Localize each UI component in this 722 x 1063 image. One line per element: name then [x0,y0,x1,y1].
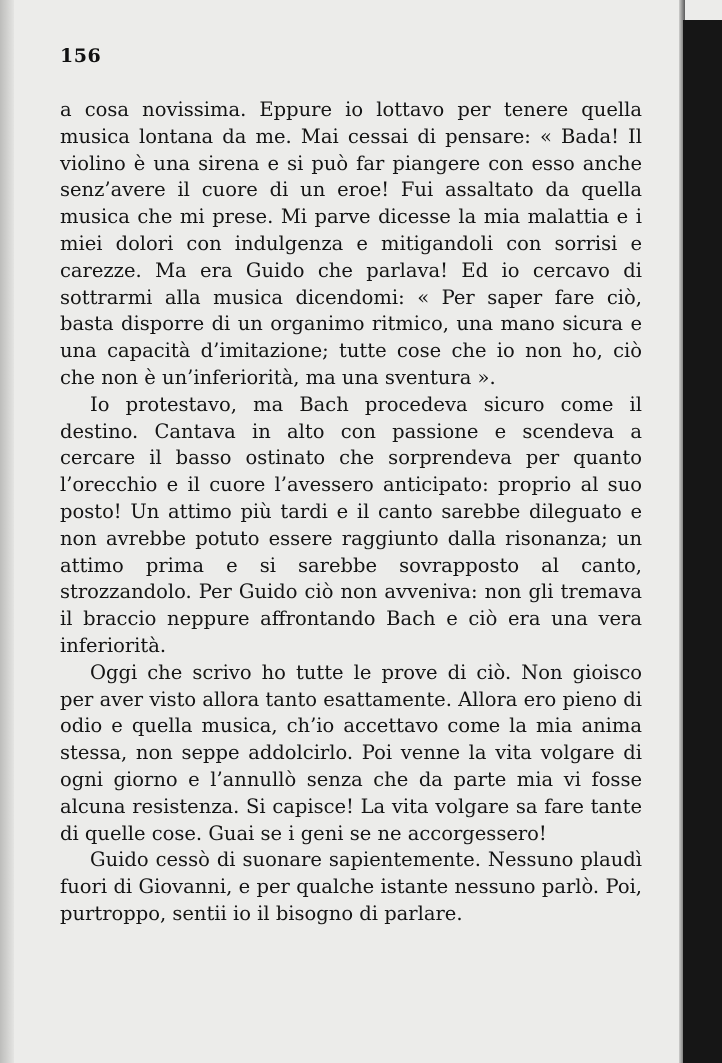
paragraph-4: Guido cessò di suonare sapientemente. Nessuno plaudì fuori di Giovanni, e per qualche istante nessuno parlò. Poi, purtroppo, sentii io il bisogno di parlare. [60,848,642,925]
scan-border [683,20,722,1063]
paragraph-2: Io protestavo, ma Bach procedeva sicuro come il destino. Cantava in alto con passione e scendeva a cercare il basso ostinato che sorprendeva per quanto l’orecchio e il cuore l’avessero anticipato: proprio al suo posto! Un attimo più tardi e il canto sarebbe dileguato e non avrebbe potuto essere raggiunto dalla risonanza; un attimo prima e si sarebbe sovrapposto al canto, strozzandolo. Per Guido ciò non avveniva: non gli tremava il braccio neppure affrontando Bach e ciò era una vera inferiorità. [60,392,642,657]
paragraph-3: Oggi che scrivo ho tutte le prove di ciò. Non gioisco per aver visto allora tanto esattamente. Allora ero pieno di odio e quella musica, ch’io accettavo come la mia anima stessa, non seppe addolcirlo. Poi venne la vita volgare di ogni giorno e l’annullò senza che da parte mia vi fosse alcuna resistenza. Si capisce! La vita volgare sa fare tante di quelle cose. Guai se i geni se ne accorgessero! [60,660,642,845]
body-text [60,97,642,928]
paragraph-1: a cosa novissima. Eppure io lottavo per tenere quella musica lontana da me. Mai cessai di pensare: « Bada! Il violino è una sirena e si può far piangere con esso anche senz’avere il cuore di un eroe! Fui assaltato da quella musica che mi prese. Mi parve dicesse la mia malattia e i miei dolori con indulgenza e mitigandoli con sorrisi e carezze. Ma era Guido che parlava! Ed io cercavo di sottrarmi alla musica dicendomi: « Per saper fare ciò, basta disporre di un organimo ritmico, una mano sicura e una capacità d’imitazione; tutte cose che io non ho, ciò che non è un’inferiorità, ma una sventura ». [60,98,642,389]
binding-shadow [0,0,14,1063]
page-number: 156 [60,45,102,67]
